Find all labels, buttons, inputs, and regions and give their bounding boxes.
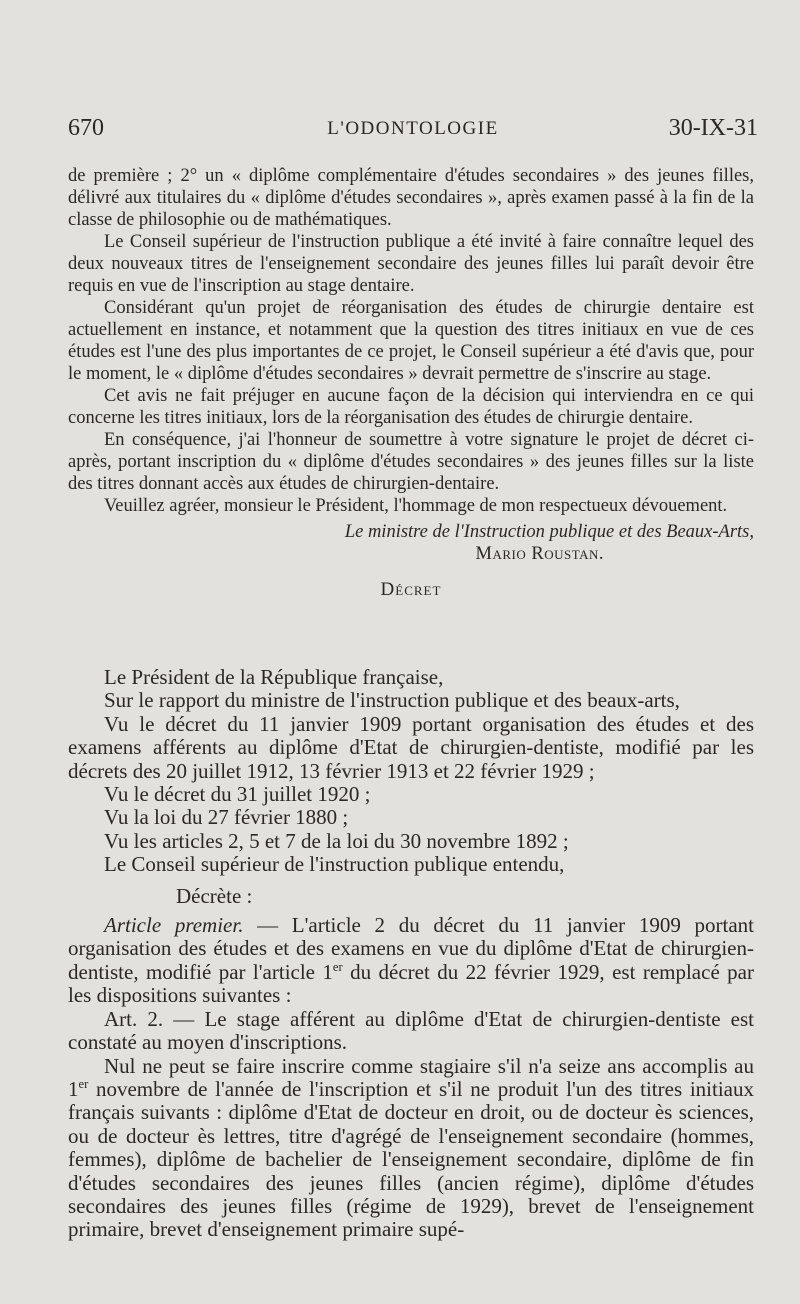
decret-heading: Décret [380, 579, 442, 600]
article-text: du décret du 22 février 1929, est remplacé par les dispositions suivantes : [68, 959, 754, 1008]
paragraph: En conséquence, j'ai l'honneur de soumettre à votre signature le projet de décret ci-après, portant inscription du « diplôme d'études secondaires » des jeunes filles sur la liste des titres donnant accès aux études de chirurgien-dentaire. [68, 430, 754, 494]
page-number: 670 [68, 115, 104, 141]
decret-line: Le Président de la République française, [104, 665, 444, 689]
paragraph: Veuillez agréer, monsieur le Président, l'hommage de mon respectueux dévouement. [104, 496, 728, 516]
journal-title: L'ODONTOLOGIE [327, 118, 499, 139]
decret-line: Vu la loi du 27 février 1880 ; [104, 805, 349, 830]
paragraph: Cet avis ne fait préjuger en aucune façon de la décision qui interviendra en ce qui concerne les titres initiaux, lors de la réorganisation des études de chirurgie dentaire. [68, 386, 754, 428]
article-text: — L'article 2 du décret du 11 janvier 1909 portant organisation des études et des examens en vue du diplôme d'Etat de chirurgien-dentiste, modifié par l'article 1 [68, 913, 754, 984]
decrete-line: Décrète : [176, 883, 253, 908]
decret-line: Vu le décret du 11 janvier 1909 portant organisation des études et des examens afférents au diplôme d'Etat de chirurgien-dentiste, modifié par les décrets des 20 juillet 1912, 13 février 1913 et 22 février 1929 ; [68, 711, 754, 783]
decret-line: Vu les articles 2, 5 et 7 de la loi du 30 novembre 1892 ; [104, 828, 569, 853]
article-2: Art. 2. — Le stage afférent au diplôme d'Etat de chirurgien-dentiste est constaté au moyen d'inscriptions. [68, 1006, 754, 1055]
paragraph: Le Conseil supérieur de l'instruction publique a été invité à faire connaître lequel des deux nouveaux titres de l'enseignement secondaire des jeunes filles lui paraît devoir être requis en vue de l'inscription au stage dentaire. [68, 232, 754, 296]
paragraph: de première ; 2° un « diplôme complémentaire d'études secondaires » des jeunes filles, délivré aux titulaires du « diplôme d'études secondaires », après examen passé à la fin de la classe de philosophie ou de mathématiques. [68, 166, 754, 230]
decret-line: Le Conseil supérieur de l'instruction publique entendu, [104, 852, 565, 877]
signature-name: Mario Roustan. [475, 544, 604, 564]
paragraph: Considérant qu'un projet de réorganisation des études de chirurgie dentaire est actuellement en instance, et notamment que la question des titres initiaux en vue de ces études est l'une des plus importantes de ce projet, le Conseil supérieur a été d'avis que, pour le moment, le « diplôme d'études secondaires » devrait permettre de s'inscrire au stage. [68, 298, 754, 384]
paragraph-text: novembre de l'année de l'inscription et s'il ne produit l'un des titres initiaux français suivants : diplôme d'Etat de docteur en droit, ou de docteur ès sciences, ou de docteur ès lettres, titre d'agrégé de l'enseignement secondaire (hommes, femmes), diplôme de bachelier de l'enseignement secondaire, diplôme de fin d'études secondaires des jeunes filles (ancien régime), diplôme d'études secondaires des jeunes filles (régime de 1929), brevet de l'enseignement primaire, brevet d'enseignement primaire supé- [68, 1076, 754, 1242]
article-premier [68, 914, 754, 1008]
decret-line: Vu le décret du 31 juillet 1920 ; [104, 782, 371, 807]
article-label: Article premier. [104, 913, 244, 938]
report-text [68, 165, 754, 601]
signature-title: Le ministre de l'Instruction publique et des Beaux-Arts, [344, 522, 754, 542]
superscript: er [78, 1076, 89, 1091]
running-header [68, 115, 758, 147]
paragraph-text: Nul ne peut se faire inscrire comme stagiaire s'il n'a seize ans accomplis au 1 [68, 1053, 754, 1101]
decret-text [68, 666, 754, 1242]
superscript: er [332, 959, 343, 974]
decret-line: Sur le rapport du ministre de l'instruction publique et des beaux-arts, [104, 688, 680, 713]
issue-date: 30-IX-31 [668, 115, 758, 141]
final-paragraph [68, 1055, 754, 1242]
